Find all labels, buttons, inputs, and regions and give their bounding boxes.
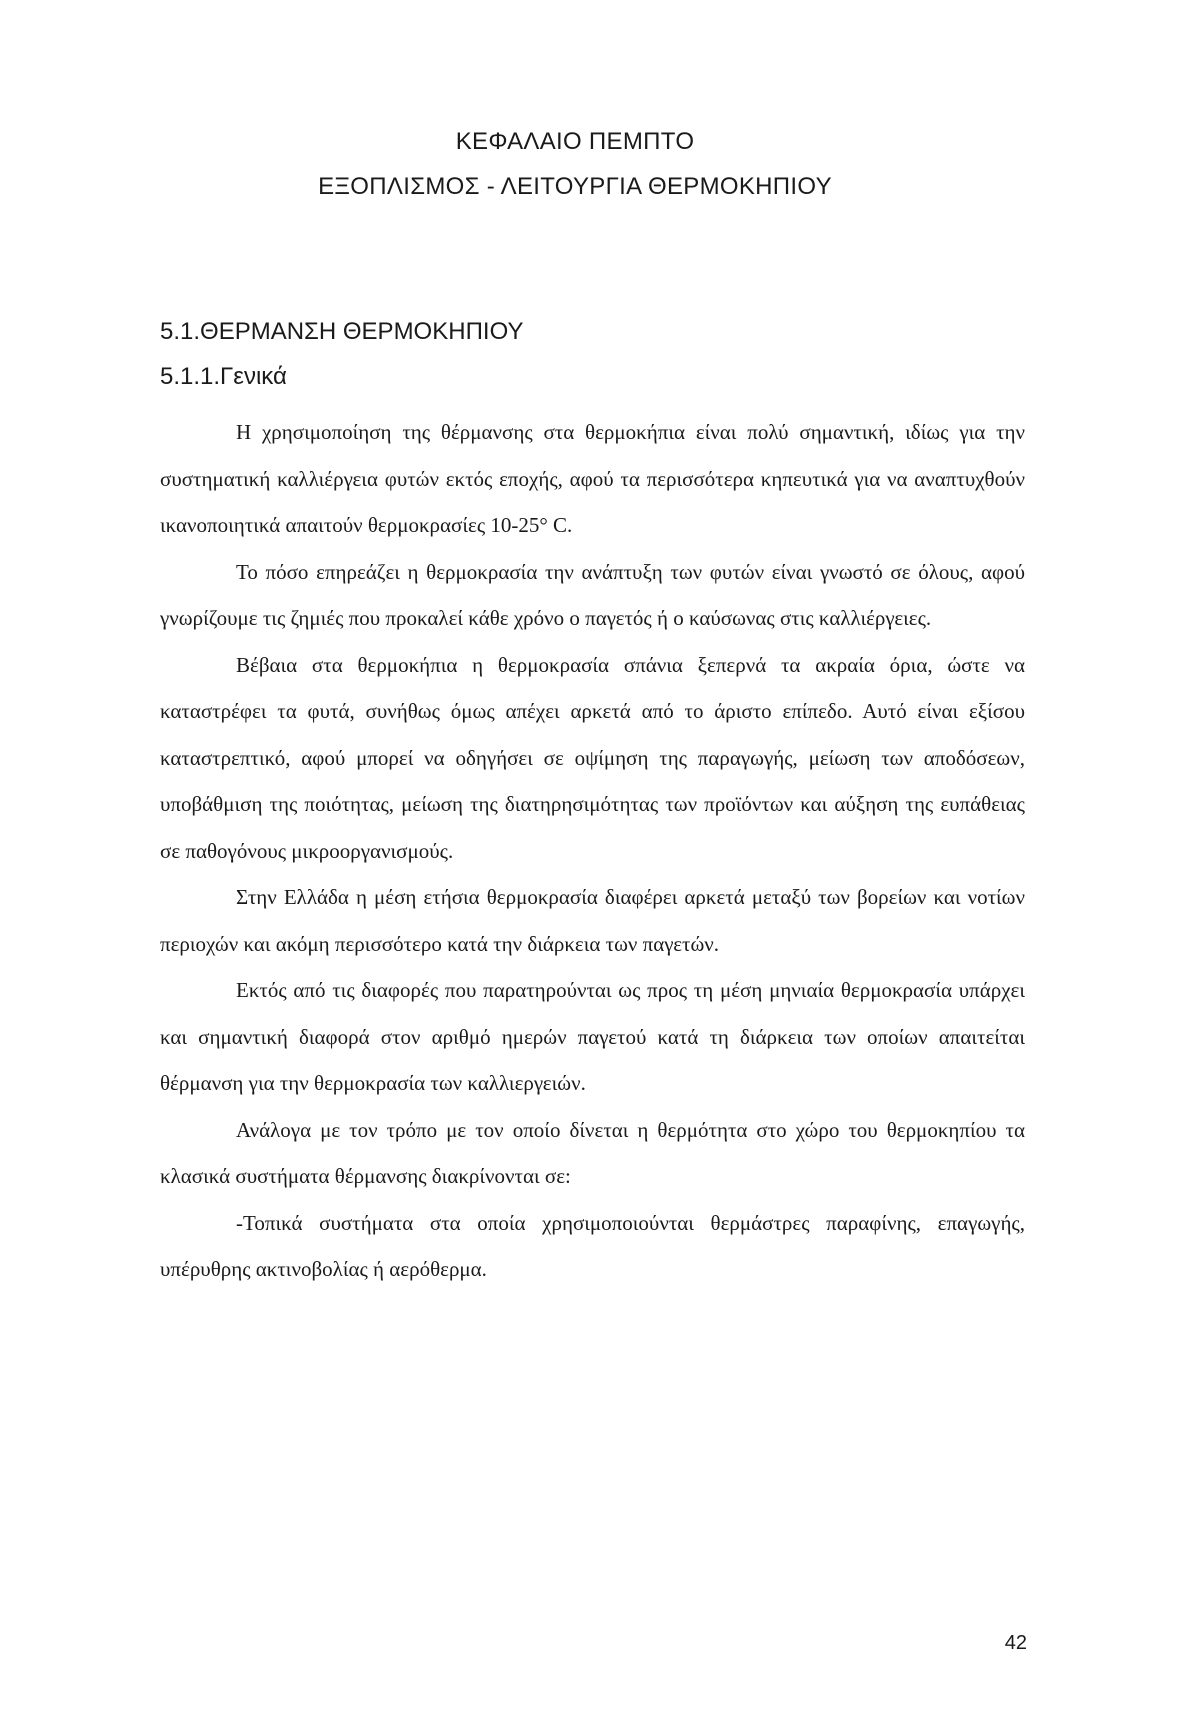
- paragraph: Στην Ελλάδα η μέση ετήσια θερμοκρασία διαφέρει αρκετά μεταξύ των βορείων και νοτίων περιοχών και ακόμη περισσότερο κατά την διάρκεια των παγετών.: [160, 885, 1025, 956]
- page-number: 42: [1004, 1632, 1027, 1654]
- chapter-number-title: ΚΕΦΑΛΑΙΟ ΠΕΜΠΤΟ: [455, 128, 695, 155]
- subsection-heading: 5.1.1.Γενικά: [160, 363, 287, 390]
- paragraph: Η χρησιμοποίηση της θέρμανσης στα θερμοκήπια είναι πολύ σημαντική, ιδίως για την συστηματική καλλιέργεια φυτών εκτός εποχής, αφού τα περισσότερα κηπευτικά για να αναπτυχθούν ικανοποιητικά απαιτούν θερμοκρασίες 10-25° C.: [160, 420, 1025, 537]
- paragraph: Το πόσο επηρεάζει η θερμοκρασία την ανάπτυξη των φυτών είναι γνωστό σε όλους, αφού γνωρίζουμε τις ζημιές που προκαλεί κάθε χρόνο ο παγετός ή ο καύσωνας στις καλλιέργειες.: [160, 559, 1025, 630]
- paragraph: -Τοπικά συστήματα στα οποία χρησιμοποιούνται θερμάστρες παραφίνης, επαγωγής, υπέρυθρης ακτινοβολίας ή αερόθερμα.: [160, 1210, 1025, 1281]
- paragraph: Εκτός από τις διαφορές που παρατηρούνται ως προς τη μέση μηνιαία θερμοκρασία υπάρχει και σημαντική διαφορά στον αριθμό ημερών παγετού κατά τη διάρκεια των οποίων απαιτείται θέρμανση για την θερμοκρασία των καλλιεργειών.: [160, 978, 1025, 1095]
- section-heading: 5.1.ΘΕΡΜΑΝΣΗ ΘΕΡΜΟΚΗΠΙΟΥ: [160, 318, 524, 345]
- chapter-title: ΕΞΟΠΛΙΣΜΟΣ - ΛΕΙΤΟΥΡΓΙΑ ΘΕΡΜΟΚΗΠΙΟΥ: [318, 173, 832, 200]
- paragraph: Ανάλογα με τον τρόπο με τον οποίο δίνεται η θερμότητα στο χώρο του θερμοκηπίου τα κλασικά συστήματα θέρμανσης διακρίνονται σε:: [160, 1117, 1025, 1188]
- paragraph: Βέβαια στα θερμοκήπια η θερμοκρασία σπάνια ξεπερνά τα ακραία όρια, ώστε να καταστρέφει τα φυτά, συνήθως όμως απέχει αρκετά από το άριστο επίπεδο. Αυτό είναι εξίσου καταστρεπτικό, αφού μπορεί να οδηγήσει σε οψίμηση της παραγωγής, μείωση των αποδόσεων, υποβάθμιση της ποιότητας, μείωση της διατηρησιμότητας των προϊόντων και αύξηση της ευπάθειας σε παθογόνους μικροοργανισμούς.: [160, 652, 1025, 863]
- body-text: [160, 409, 1025, 1293]
